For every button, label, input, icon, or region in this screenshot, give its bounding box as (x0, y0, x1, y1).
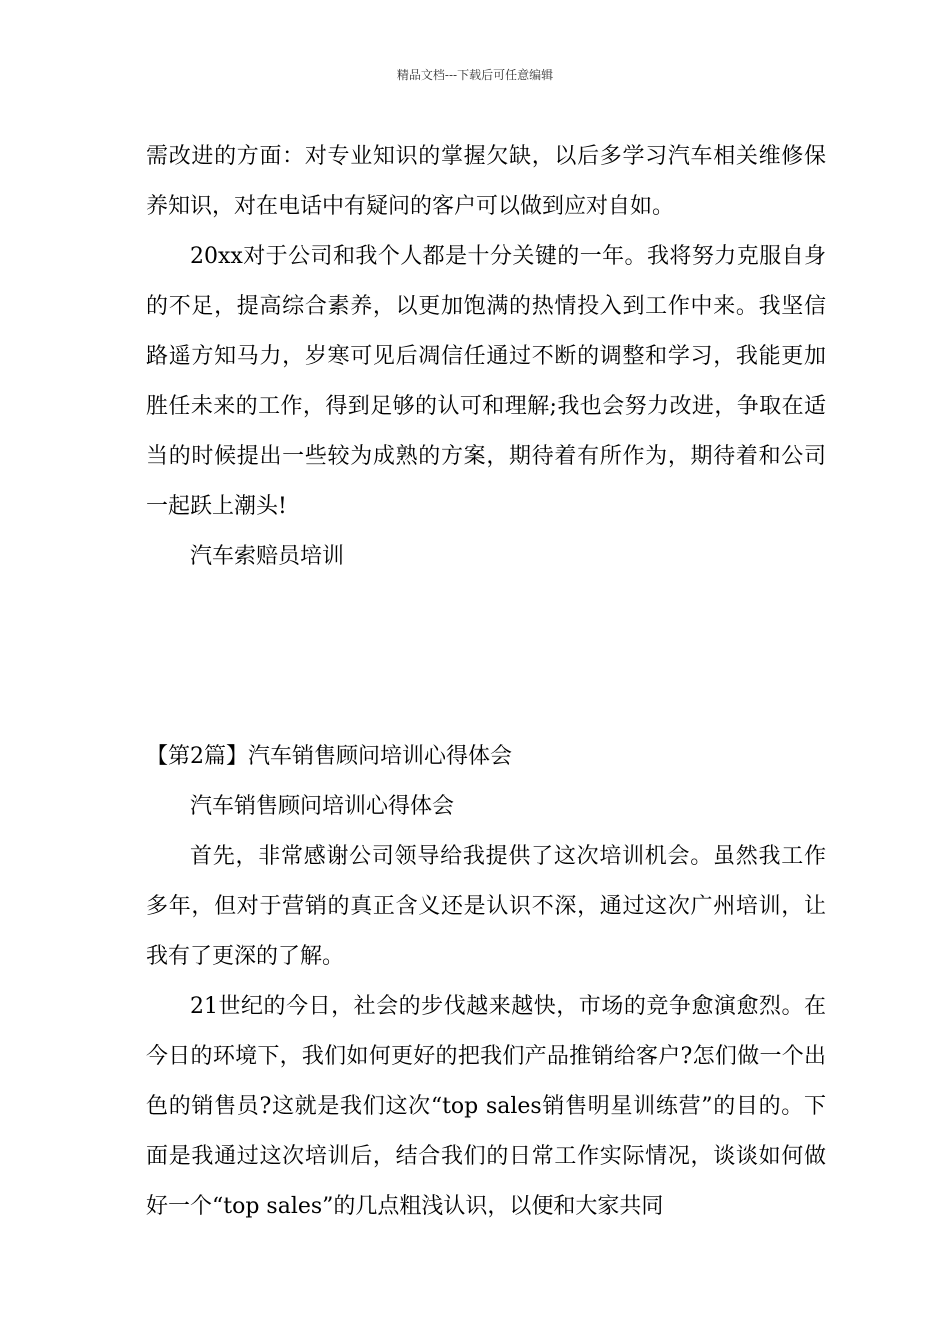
paragraph-year-outlook: 20xx对于公司和我个人都是十分关键的一年。我将努力克服自身的不足，提高综合素养，以更加饱满的热情投入到工作中来。我坚信路遥方知马力，岁寒可见后凋信任通过不断的调整和学习，我能更加胜任未来的工作，得到足够的认可和理解;我也会努力改进，争取在适当的时候提出一些较为成熟的方案，期待着有所作为，期待着和公司一起跃上潮头! (146, 244, 826, 519)
paragraph-claims-training: 汽车索赔员培训 (190, 544, 345, 569)
paragraph-21st-century: 21世纪的今日，社会的步伐越来越快，市场的竞争愈演愈烈。在今日的环境下，我们如何更好的把我们产品推销给客户?怎们做一个出色的销售员?这就是我们这次“top sales销售明星训练营”的目的。下面是我通过这次培训后，结合我们的日常工作实际情况，谈谈如何做好一个“top sales”的几点粗浅认识，以便和大家共同 (146, 994, 826, 1219)
page-header: 精品文档---下载后可任意编辑 (396, 68, 554, 82)
section-heading: 【第2篇】汽车销售顾问培训心得体会 (146, 744, 512, 769)
document-body (146, 132, 826, 1232)
section-subtitle: 汽车销售顾问培训心得体会 (190, 794, 455, 819)
blank-space (146, 582, 826, 732)
paragraph-gratitude: 首先，非常感谢公司领导给我提供了这次培训机会。虽然我工作多年，但对于营销的真正含义还是认识不深，通过这次广州培训，让我有了更深的了解。 (146, 844, 826, 969)
paragraph-improvement: 需改进的方面：对专业知识的掌握欠缺，以后多学习汽车相关维修保养知识，对在电话中有疑问的客户可以做到应对自如。 (146, 144, 826, 219)
